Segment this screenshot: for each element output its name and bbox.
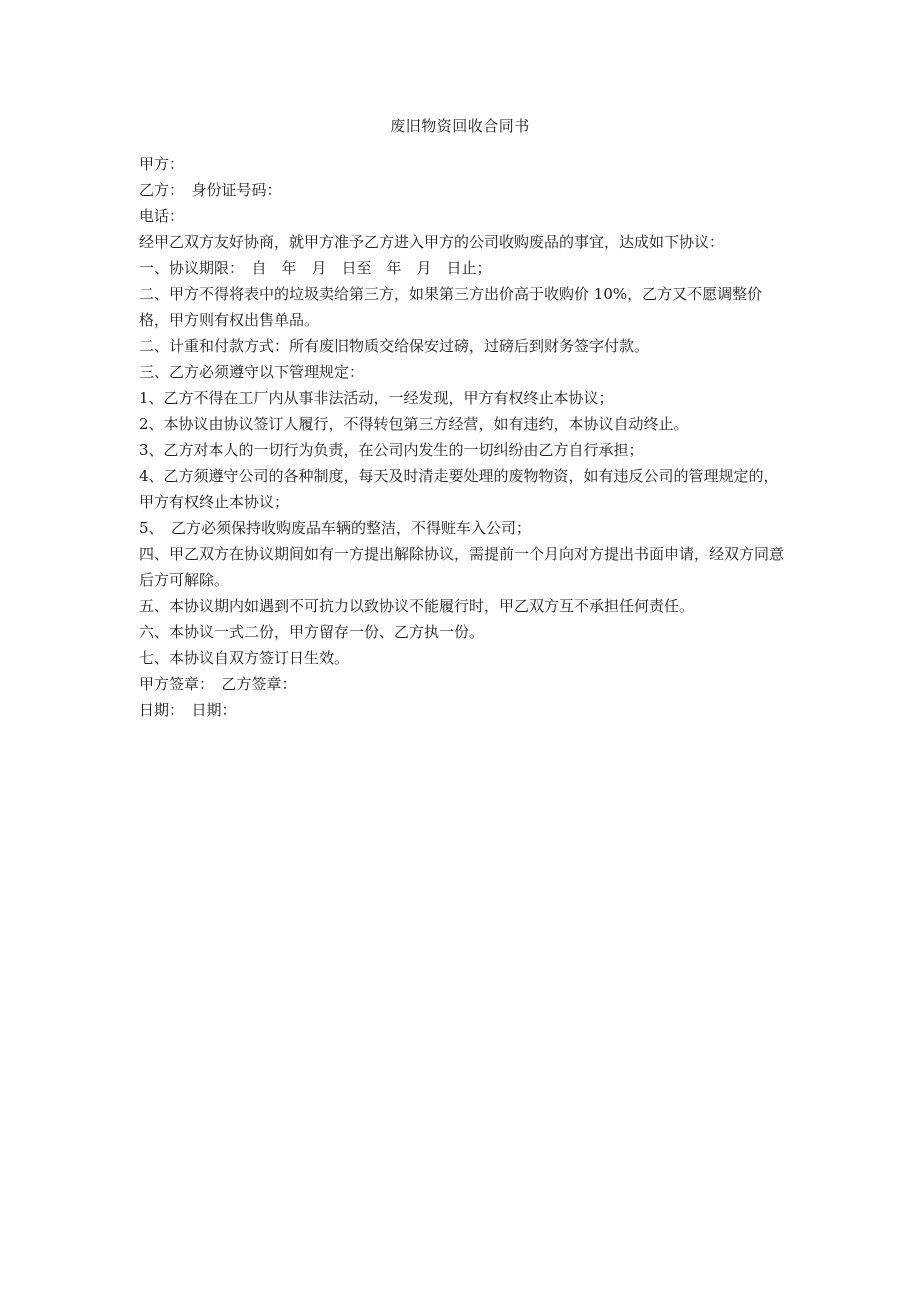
clause-termination: 四、甲乙双方在协议期间如有一方提出解除协议，需提前一个月向对方提出书面申请，经双方同意后方可解除。 <box>139 545 785 589</box>
party-a-line: 甲方： <box>139 155 185 173</box>
rule-item-5: 5、 乙方必须保持收购废品车辆的整洁，不得赃车入公司； <box>139 519 532 537</box>
clause-force-majeure: 五、本协议期内如遇到不可抗力以致协议不能履行时，甲乙双方互不承担任何责任。 <box>139 597 695 615</box>
preamble-paragraph: 经甲乙双方友好协商，就甲方准予乙方进入甲方的公司收购废品的事宜，达成如下协议： <box>139 233 725 251</box>
party-b-line: 乙方： 身份证号码： <box>139 181 282 199</box>
rule-item-2: 2、本协议由协议签订人履行，不得转包第三方经营，如有违约，本协议自动终止。 <box>139 415 689 433</box>
document-body <box>139 151 789 723</box>
clause-resale: 二、甲方不得将表中的垃圾卖给第三方，如果第三方出价高于收购价 10%，乙方又不愿调整价格，甲方则有权出售单品。 <box>139 285 763 329</box>
clause-rules-heading: 三、乙方必须遵守以下管理规定： <box>139 363 365 381</box>
phone-line: 电话： <box>139 207 185 225</box>
clause-term: 一、协议期限： 自 年 月 日至 年 月 日止； <box>139 259 492 277</box>
rule-item-3: 3、乙方对本人的一切行为负责，在公司内发生的一切纠纷由乙方自行承担； <box>139 441 644 459</box>
date-line: 日期： 日期： <box>139 701 237 719</box>
signature-line: 甲方签章： 乙方签章： <box>139 675 297 693</box>
rule-item-4: 4、乙方须遵守公司的各种制度，每天及时清走要处理的废物物资，如有违反公司的管理规定的，甲方有权终止本协议； <box>139 467 779 511</box>
document-title: 废旧物资回收合同书 <box>390 117 530 135</box>
clause-payment: 二、计重和付款方式：所有废旧物质交给保安过磅，过磅后到财务签字付款。 <box>139 337 650 355</box>
rule-item-1: 1、乙方不得在工厂内从事非法活动，一经发现，甲方有权终止本协议； <box>139 389 614 407</box>
clause-effective: 七、本协议自双方签订日生效。 <box>139 649 350 667</box>
clause-copies: 六、本协议一式二份，甲方留存一份、乙方执一份。 <box>139 623 485 641</box>
